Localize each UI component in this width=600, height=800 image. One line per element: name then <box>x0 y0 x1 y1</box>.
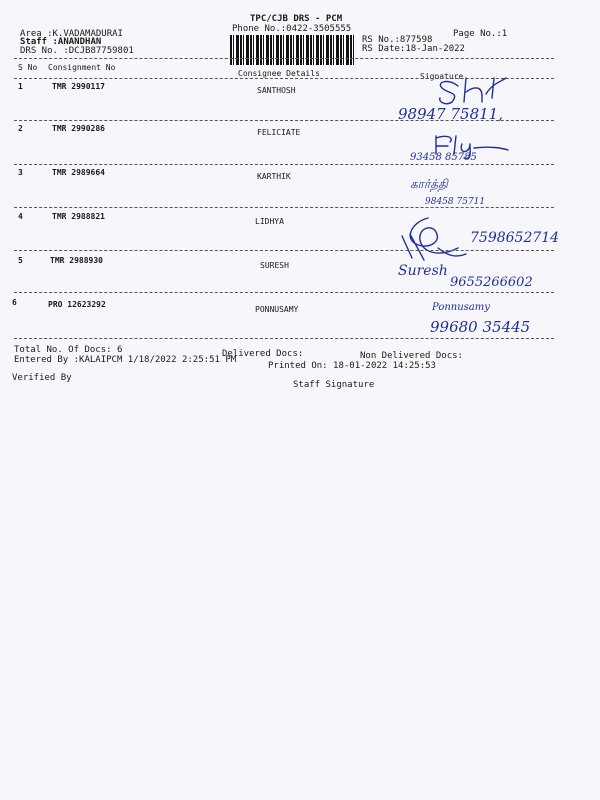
handwritten-phone: 98947 75811, <box>398 105 503 123</box>
row-consignment-no: TMR 2990117 <box>52 82 105 91</box>
divider <box>14 250 554 251</box>
delivered-docs: Delivered Docs: <box>222 349 304 359</box>
barcode-image <box>230 35 354 65</box>
handwritten-phone: 9655266602 <box>450 275 533 290</box>
rs-date: RS Date:18-Jan-2022 <box>362 44 465 54</box>
row-consignment-no: TMR 2989664 <box>52 168 105 177</box>
drs-number: DRS No. :DCJB87759801 <box>20 46 134 56</box>
handwritten-phone: 99680 35445 <box>430 318 531 336</box>
document-title: TPC/CJB DRS - PCM <box>250 14 343 24</box>
row-consignee: FELICIATE <box>257 128 301 137</box>
row-consignee: KARTHIK <box>257 172 291 181</box>
staff-signature-label: Staff Signature <box>293 380 375 390</box>
row-consignment-no: TMR 2988930 <box>50 256 103 265</box>
divider <box>14 207 554 208</box>
col-header-consignee: Consignee Details <box>238 69 320 78</box>
row-consignee: LIDHYA <box>255 217 284 226</box>
row-consignment-no: TMR 2990286 <box>52 124 105 133</box>
handwritten-name: Suresh <box>398 263 448 279</box>
row-sno: 2 <box>18 124 23 133</box>
handwritten-name: Ponnusamy <box>432 302 490 313</box>
row-consignee: PONNUSAMY <box>255 305 299 314</box>
handwritten-phone: 98458 75711 <box>425 197 486 207</box>
row-consignment-no: TMR 2988821 <box>52 212 105 221</box>
handwritten-phone: 7598652714 <box>470 230 560 246</box>
total-docs: Total No. Of Docs: 6 <box>14 345 123 355</box>
divider <box>14 164 554 165</box>
row-consignment-no: PRO 12623292 <box>48 300 106 309</box>
entered-by: Entered By :KALAIPCM 1/18/2022 2:25:51 PM <box>14 355 237 365</box>
divider <box>14 338 554 339</box>
handwritten-signature <box>430 72 510 106</box>
col-header-consignment: Consignment No <box>48 63 116 72</box>
printed-on: Printed On: 18-01-2022 14:25:53 <box>268 361 436 371</box>
col-header-sno: S No <box>18 63 38 72</box>
phone-number: Phone No.:0422-3505555 <box>232 24 352 34</box>
divider <box>14 120 554 121</box>
col-header-signature: Signature <box>420 72 464 81</box>
divider <box>14 58 554 59</box>
page-number: Page No.:1 <box>453 29 508 39</box>
row-sno: 3 <box>18 168 23 177</box>
handwritten-phone: 93458 85785 <box>410 152 477 163</box>
handwritten-name: கார்த்தி <box>410 177 448 191</box>
staff-field: Staff :ANANDHAN <box>20 37 102 47</box>
handwritten-signature <box>398 214 468 264</box>
row-sno: 5 <box>18 256 23 265</box>
row-consignee: SURESH <box>260 261 289 270</box>
row-consignee: SANTHOSH <box>257 86 296 95</box>
row-sno: 1 <box>18 82 23 91</box>
non-delivered-docs: Non Delivered Docs: <box>360 351 463 361</box>
row-sno: 6 <box>12 298 17 307</box>
row-sno: 4 <box>18 212 23 221</box>
area-field: Area :K.VADAMADURAI <box>20 29 123 39</box>
verified-by: Verified By <box>12 373 72 383</box>
rs-number: RS No.:877598 <box>362 35 433 45</box>
divider <box>14 292 554 293</box>
